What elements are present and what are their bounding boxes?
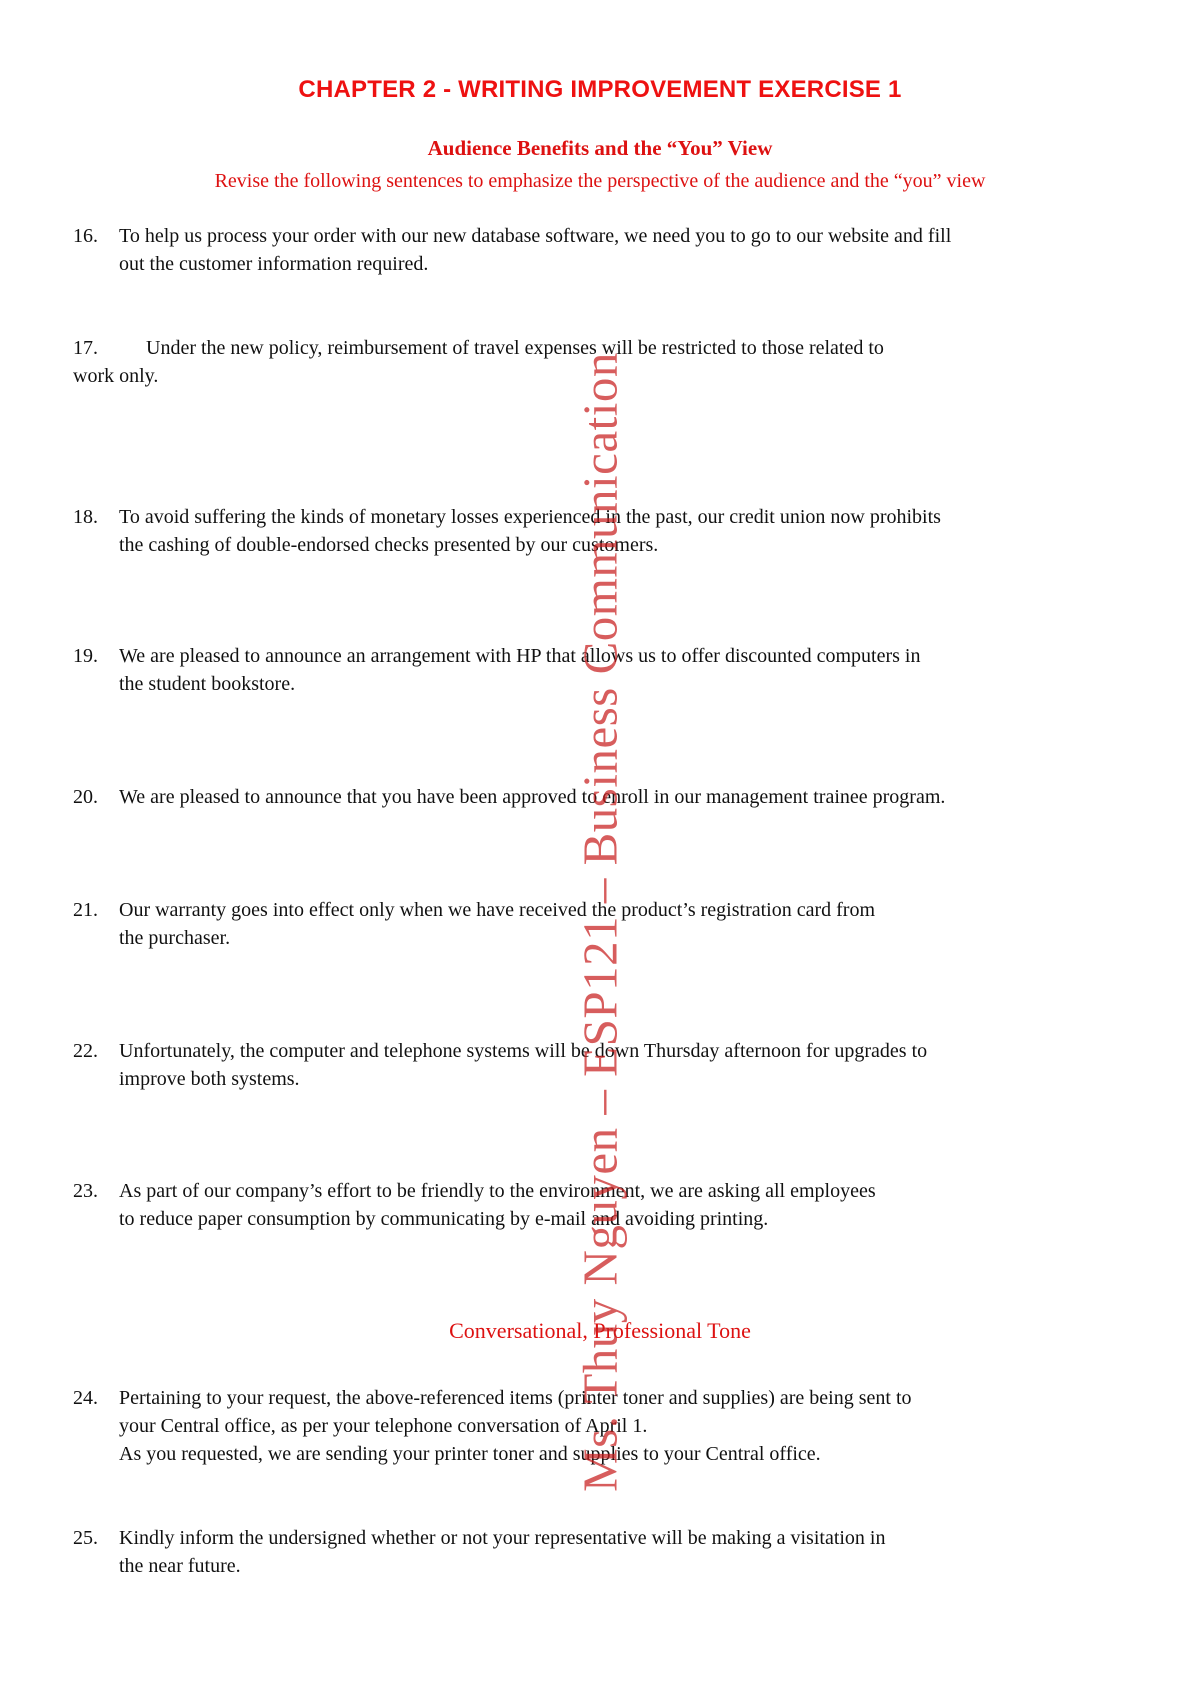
section-title-audience-benefits: Audience Benefits and the “You” View bbox=[427, 136, 773, 160]
exercise-item-22 bbox=[73, 1037, 1153, 1093]
item-text-line: To help us process your order with our new database software, we need you to go to our website and fill bbox=[119, 225, 952, 247]
item-text-line: Under the new policy, reimbursement of travel expenses will be restricted to those related to bbox=[146, 337, 884, 359]
item-text-line: improve both systems. bbox=[119, 1068, 300, 1090]
item-text-line: Kindly inform the undersigned whether or not your representative will be making a visitation in bbox=[119, 1527, 886, 1549]
item-number: 19. bbox=[73, 645, 98, 667]
item-text-line: As part of our company’s effort to be friendly to the environment, we are asking all employees bbox=[119, 1180, 876, 1202]
item-number: 17. bbox=[73, 337, 98, 359]
item-text-line: Pertaining to your request, the above-referenced items (printer toner and supplies) are being sent to bbox=[119, 1387, 912, 1409]
exercise-item-20 bbox=[73, 783, 1153, 811]
exercise-item-18 bbox=[73, 503, 1153, 559]
exercise-item-24 bbox=[73, 1384, 1153, 1468]
watermark-text: Ms. Thuy Nguyen – ESP121 – Business Communication bbox=[572, 352, 628, 1492]
exercise-item-25 bbox=[73, 1524, 1153, 1580]
item-number: 22. bbox=[73, 1040, 98, 1062]
chapter-title: CHAPTER 2 - WRITING IMPROVEMENT EXERCISE 1 bbox=[298, 76, 902, 103]
item-number: 25. bbox=[73, 1527, 98, 1549]
item-text-line: the student bookstore. bbox=[119, 673, 296, 695]
exercise-item-17 bbox=[73, 334, 1153, 390]
item-text-line: We are pleased to announce that you have been approved to enroll in our management trainee program. bbox=[119, 786, 946, 808]
exercise-item-21 bbox=[73, 896, 1153, 952]
item-text-line: We are pleased to announce an arrangement with HP that allows us to offer discounted computers in bbox=[119, 645, 921, 667]
item-text-line: out the customer information required. bbox=[119, 253, 429, 275]
exercise-item-23 bbox=[73, 1177, 1153, 1233]
item-number: 16. bbox=[73, 225, 98, 247]
item-text-line: the near future. bbox=[119, 1555, 241, 1577]
exercise-item-19 bbox=[73, 642, 1153, 698]
exercise-item-16 bbox=[73, 222, 1153, 278]
item-text-line: to reduce paper consumption by communicating by e-mail and avoiding printing. bbox=[119, 1208, 769, 1230]
section-instructions: Revise the following sentences to emphasize the perspective of the audience and the “you” view bbox=[214, 170, 986, 192]
item-text-line: As you requested, we are sending your printer toner and supplies to your Central office. bbox=[119, 1443, 821, 1465]
item-text-line: work only. bbox=[73, 365, 159, 387]
item-number: 18. bbox=[73, 506, 98, 528]
item-text-line: your Central office, as per your telephone conversation of April 1. bbox=[119, 1415, 648, 1437]
item-text-line: the purchaser. bbox=[119, 927, 231, 949]
item-number: 23. bbox=[73, 1180, 98, 1202]
item-text-line: Unfortunately, the computer and telephone systems will be down Thursday afternoon for upgrades to bbox=[119, 1040, 928, 1062]
item-number: 20. bbox=[73, 786, 98, 808]
section-title-conversational-tone: Conversational, Professional Tone bbox=[449, 1318, 751, 1343]
item-number: 24. bbox=[73, 1387, 98, 1409]
item-text-line: Our warranty goes into effect only when we have received the product’s registration card from bbox=[119, 899, 876, 921]
item-text-line: To avoid suffering the kinds of monetary losses experienced in the past, our credit union now prohibits bbox=[119, 506, 941, 528]
item-text-line: the cashing of double-endorsed checks presented by our customers. bbox=[119, 534, 659, 556]
item-number: 21. bbox=[73, 899, 98, 921]
